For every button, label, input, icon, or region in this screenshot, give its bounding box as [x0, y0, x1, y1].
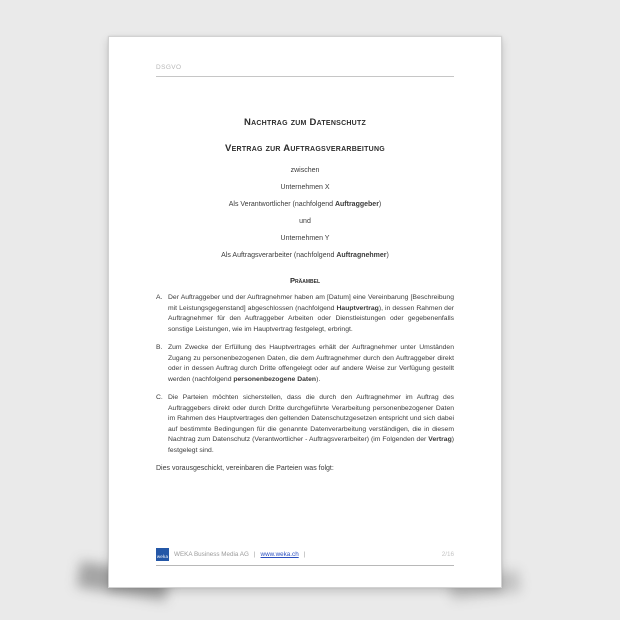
footer-company: WEKA Business Media AG	[174, 551, 249, 558]
weka-logo	[156, 548, 169, 561]
clause-label: C.	[156, 394, 163, 402]
connector-between: zwischen	[290, 167, 320, 174]
clause-label: B.	[156, 344, 163, 352]
party-a-role	[156, 201, 454, 208]
clause-b-term: personenbezogene Daten	[233, 375, 317, 383]
document-page	[108, 36, 502, 588]
preamble-clause-a	[156, 293, 454, 335]
weka-website-link[interactable]: www.weka.ch	[260, 551, 299, 558]
party-b-name: Unternehmen Y	[280, 235, 330, 242]
clause-a-text: Der Auftraggeber und der Auftragnehmer haben am [Datum] eine Vereinbarung [Beschreibung mit Leistungsgegenstand] abgeschlossen (nachfolgend	[168, 294, 454, 312]
header-code: DSGVO	[156, 64, 182, 71]
clause-text	[168, 343, 454, 385]
clause-a-term: Hauptvertrag	[336, 304, 379, 312]
document-footer	[156, 548, 454, 566]
closing-line: Dies vorausgeschickt, vereinbaren die Parteien was folgt:	[156, 465, 334, 473]
document-subtitle: Vertrag zur Auftragsverarbeitung	[225, 143, 385, 154]
party-b-role-close: )	[386, 252, 389, 259]
document-title: Nachtrag zum Datenschutz	[243, 117, 367, 128]
party-a-role-text: Als Verantwortlicher (nachfolgend	[228, 201, 335, 208]
party-a-name: Unternehmen X	[280, 184, 330, 191]
party-b-role-term: Auftragnehmer	[336, 252, 387, 259]
clause-text	[168, 393, 454, 456]
party-a-role-term: Auftraggeber	[334, 201, 379, 208]
preamble-clause-b	[156, 343, 454, 385]
footer-separator: |	[253, 551, 256, 558]
weka-logo-text: weka	[156, 554, 169, 560]
clause-b-text-end: ).	[316, 375, 321, 383]
party-b-role-text: Als Auftragsverarbeiter (nachfolgend	[221, 252, 337, 259]
clause-b-text: Zum Zwecke der Erfüllung des Hauptvertrages erhält der Auftragnehmer unter Umständen Zugang zu personenbezogenen Daten, die dem Auftragnehmer durch den Auftraggeber direkt oder in dessen Auftrag durch Dritte offengelegt oder auf andere Weise zur Verfügung gestellt werden (nachfolgend	[168, 344, 454, 383]
clause-c-text-end: ) festgelegt sind.	[168, 436, 454, 454]
document-header	[156, 56, 454, 77]
preamble-clause-c	[156, 393, 454, 456]
clause-c-term: Vertrag	[428, 436, 452, 444]
party-b-role	[156, 252, 454, 259]
clause-label: A.	[156, 294, 163, 301]
party-a-role-close: )	[378, 201, 382, 208]
page-number: 2/16	[441, 551, 454, 558]
connector-and: und	[299, 218, 311, 225]
clause-a-text-end: ), in dessen Rahmen der Auftragnehmer für den Auftraggeber Arbeiten oder Dienstleistungen oder gegebenenfalls sonstige Leistungen, wie im Hauptvertrag festgelegt, erbringt.	[168, 304, 454, 333]
preamble-heading: Präambel	[289, 276, 321, 285]
clause-c-text: Die Parteien möchten sicherstellen, dass die durch den Auftragnehmer im Auftrag des Auftraggebers direkt oder durch Dritte durchgeführte Verarbeitung personenbezogener Daten im Rahmen des Hauptvertrages den geltenden Datenschutzgesetzen entspricht und sich dabei auf bestimmte Bedingungen für die genannte Datenverarbeitung verständigen, die in diesem Nachtrag zum Datenschutz (Verantwortlicher - Auftragsverarbeiter) (im Folgenden der	[168, 394, 454, 444]
clause-text	[168, 293, 454, 335]
footer-separator-2: |	[303, 551, 306, 558]
